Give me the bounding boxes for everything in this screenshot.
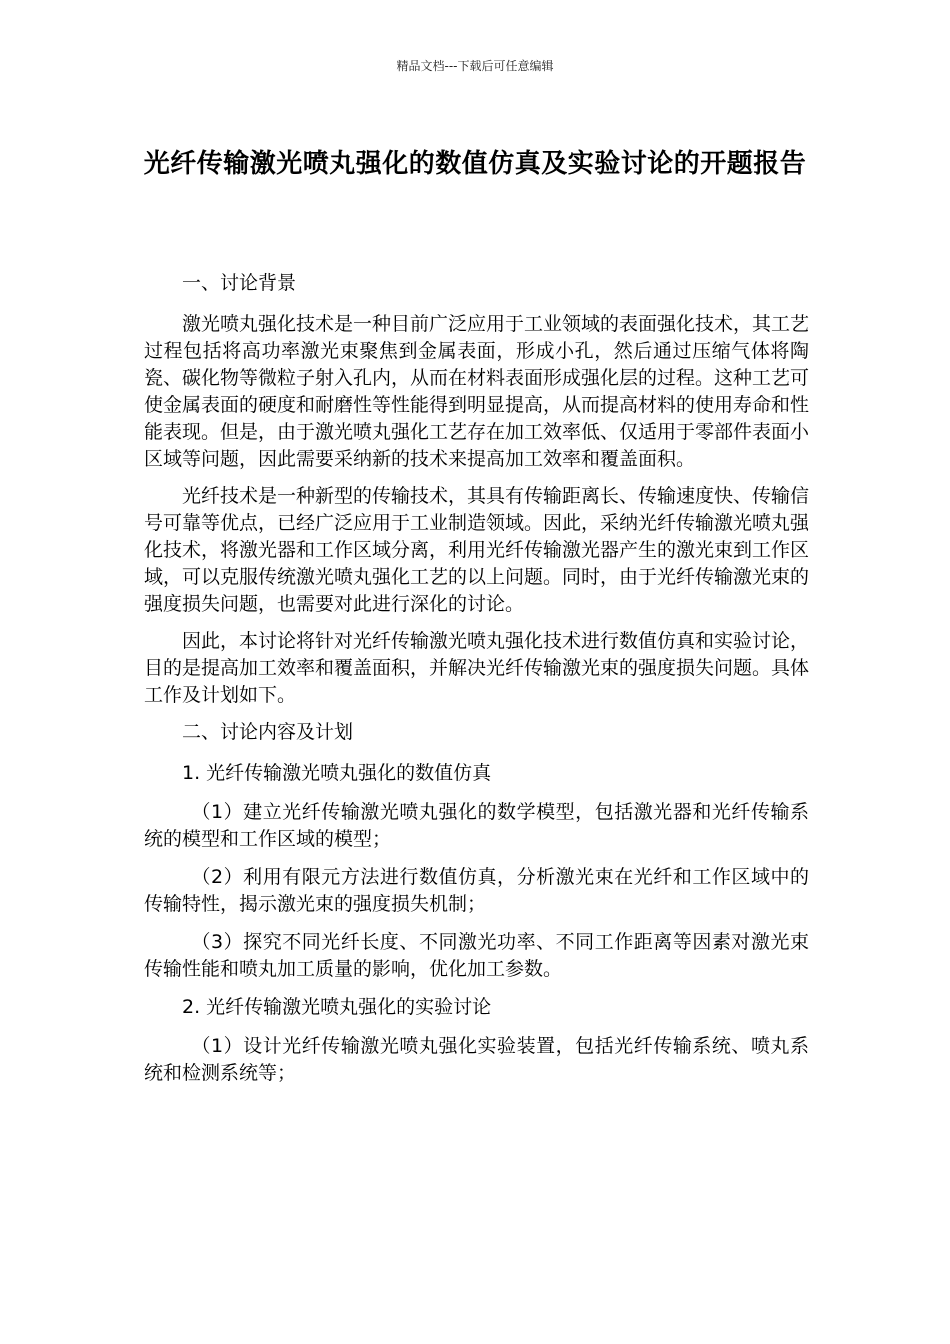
subsection-heading-simulation: 1. 光纤传输激光喷丸强化的数值仿真 bbox=[182, 762, 492, 784]
simulation-item-1: （1）建立光纤传输激光喷丸强化的数学模型，包括激光器和光纤传输系统的模型和工作区域的模型； bbox=[144, 801, 809, 850]
background-paragraph-3: 因此，本讨论将针对光纤传输激光喷丸强化技术进行数值仿真和实验讨论，目的是提高加工效率和覆盖面积，并解决光纤传输激光束的强度损失问题。具体工作及计划如下。 bbox=[144, 630, 810, 706]
document-body bbox=[144, 270, 809, 1098]
section-heading-content-plan: 二、讨论内容及计划 bbox=[182, 721, 354, 743]
document-title: 光纤传输激光喷丸强化的数值仿真及实验讨论的开题报告 bbox=[143, 149, 807, 179]
background-paragraph-2: 光纤技术是一种新型的传输技术，其具有传输距离长、传输速度快、传输信号可靠等优点，已经广泛应用于工业制造领域。因此，采纳光纤传输激光喷丸强化技术，将激光器和工作区域分离，利用光纤传输激光器产生的激光束到工作区域，可以克服传统激光喷丸强化工艺的以上问题。同时，由于光纤传输激光束的强度损失问题，也需要对此进行深化的讨论。 bbox=[144, 485, 810, 615]
page-header-note: 精品文档---下载后可任意编辑 bbox=[396, 59, 554, 73]
section-heading-background: 一、讨论背景 bbox=[182, 272, 297, 294]
subsection-heading-experiment: 2. 光纤传输激光喷丸强化的实验讨论 bbox=[182, 996, 492, 1018]
simulation-item-3: （3）探究不同光纤长度、不同激光功率、不同工作距离等因素对激光束传输性能和喷丸加工质量的影响，优化加工参数。 bbox=[144, 931, 809, 980]
simulation-item-2: （2）利用有限元方法进行数值仿真，分析激光束在光纤和工作区域中的传输特性，揭示激光束的强度损失机制； bbox=[144, 866, 809, 915]
experiment-item-1: （1）设计光纤传输激光喷丸强化实验装置，包括光纤传输系统、喷丸系统和检测系统等； bbox=[144, 1035, 809, 1084]
background-paragraph-1: 激光喷丸强化技术是一种目前广泛应用于工业领域的表面强化技术，其工艺过程包括将高功率激光束聚焦到金属表面，形成小孔，然后通过压缩气体将陶瓷、碳化物等微粒子射入孔内，从而在材料表面形成强化层的过程。这种工艺可使金属表面的硬度和耐磨性等性能得到明显提高，从而提高材料的使用寿命和性能表现。但是，由于激光喷丸强化工艺存在加工效率低、仅适用于零部件表面小区域等问题，因此需要采纳新的技术来提高加工效率和覆盖面积。 bbox=[144, 313, 810, 470]
